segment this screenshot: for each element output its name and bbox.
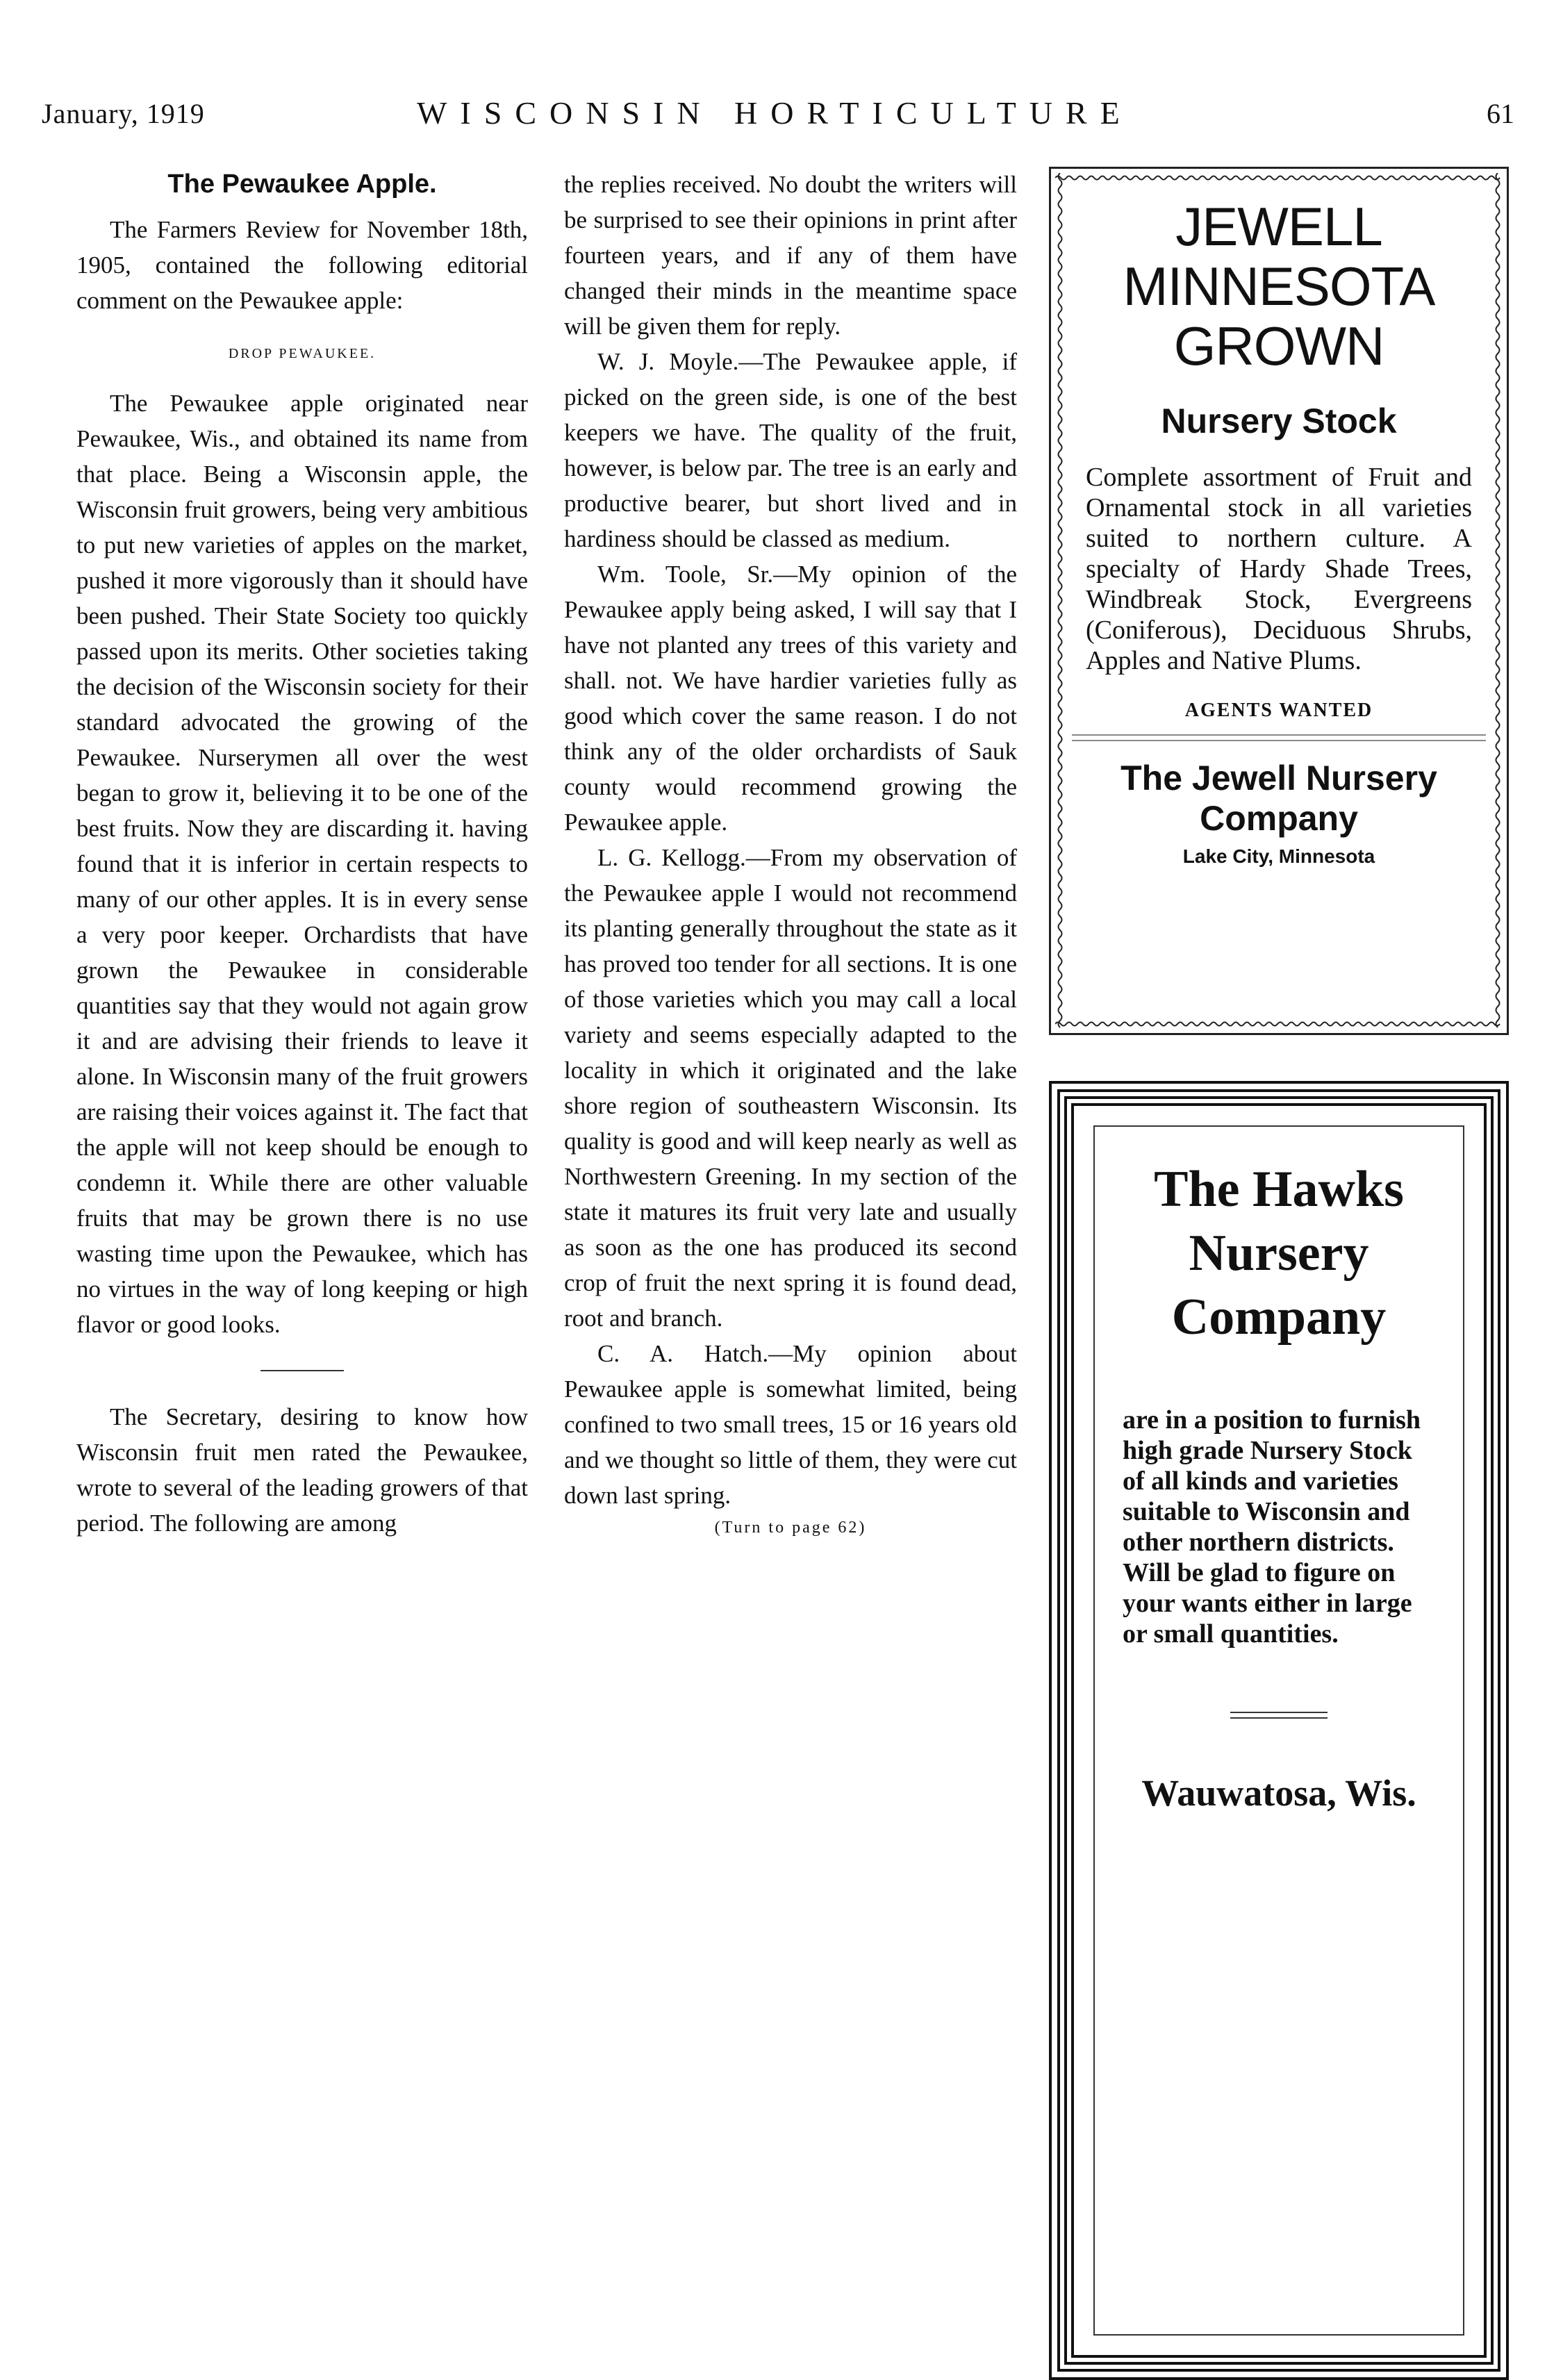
- ad-headline-line: The Hawks: [1154, 1161, 1404, 1218]
- article-intro: The Farmers Review for November 18th, 1905, contained the following editorial comment on the Pewaukee apple:: [76, 216, 528, 314]
- page-header: [42, 97, 1514, 139]
- page-number: 61: [1487, 98, 1514, 129]
- article-title: The Pewaukee Apple.: [167, 170, 437, 199]
- editorial-text: The Pewaukee apple originated near Pewaukee, Wis., and obtained its name from that place. Being a Wisconsin apple, the Wisconsin fruit growers, being very ambitious to put new varieties of apples on the market, pushed it more vigorously than it should have been pushed. Their State Society too quickly passed upon its merits. Other societies taking the decision of the Wisconsin society for their standard advocated the growing of the Pewaukee. Nurserymen all over the west began to grow it, believing it to be one of the best fruits. Now they are discarding it. having found that it is inferior in certain respects to many of our other apples. It is in every sense a very poor keeper. Orchardists that have grown the Pewaukee in considerable quantities say that they would not again grow it and are advising their friends to leave it alone. In Wisconsin many of the fruit growers are raising their voices against it. The fact that the apple will not keep should be enough to condemn it. While there are other valuable fruits that may be grown there is no use wasting time upon the Pewaukee, which has no virtues in the way of long keeping or high flavor or good looks.: [76, 390, 528, 1338]
- ad-headline-line: Company: [1171, 1289, 1387, 1346]
- ad-headline: MINNESOTA: [1123, 256, 1435, 317]
- ad-body: Complete assortment of Fruit and Ornamental stock in all varieties suited to northern culture. A specialty of Hardy Shade Trees, Windbreak Stock, Evergreens (Coniferous), Deciduous Shrubs, Apples and Native Plums.: [1086, 463, 1472, 675]
- ad-divider: [1230, 1712, 1328, 1719]
- ad-divider: [1072, 734, 1486, 741]
- publication-title: WISCONSIN HORTICULTURE: [417, 95, 1133, 131]
- replies-lead: the replies received. No doubt the writers will be surprised to see their opinions in print after fourteen years, and if any of them have changed their minds in the meantime space will be given them for reply.: [564, 171, 1017, 340]
- jewell-nursery-ad: [1049, 167, 1509, 1035]
- ad-border-ornament: [1055, 173, 1065, 1029]
- ad-headline-line: Nursery: [1189, 1225, 1369, 1282]
- ad-subtitle: Nursery Stock: [1161, 402, 1397, 440]
- ad-company-name: Company: [1200, 799, 1358, 838]
- ad-headline: JEWELL: [1175, 196, 1382, 257]
- ad-company-name: The Jewell Nursery: [1120, 759, 1437, 798]
- ad-body-text: are in a position to furnish high grade Nursery Stock of all kinds and varieties suitable to Wisconsin and other northern districts.: [1123, 1405, 1421, 1557]
- reply-kellogg: L. G. Kellogg.—From my observation of the Pewaukee apple I would not recommend its planting generally throughout the state as it has proved too tender for all sections. It is one of those varieties which you may call a local variety and seems especially adapted to the locality in which it originated and the lake shore region of southeastern Wisconsin. Its quality is good and will keep nearly as well as Northwestern Greening. In my section of the state it matures its fruit very late and usually as soon as the one has produced its second crop of fruit the next spring it is found dead, root and branch.: [564, 844, 1017, 1332]
- ad-location: Lake City, Minnesota: [1182, 845, 1375, 867]
- ad-body: [1123, 1405, 1435, 1649]
- hawks-nursery-ad: [1049, 1081, 1509, 2380]
- reply-moyle: W. J. Moyle.—The Pewaukee apple, if picked on the green side, is one of the best keepers we have. The quality of the fruit, however, is below par. The tree is an early and productive bearer, but short lived and in hardiness should be classed as medium.: [564, 348, 1017, 552]
- ad-headline: [1095, 1157, 1463, 1349]
- editorial-subhead: DROP PEWAUKEE.: [228, 346, 377, 361]
- ad-inner-panel: [1093, 1125, 1464, 2336]
- ad-border-ornament: [1055, 1019, 1503, 1029]
- issue-date: January, 1919: [42, 98, 205, 129]
- column-left: [76, 167, 528, 1541]
- reply-hatch: C. A. Hatch.—My opinion about Pewaukee apple is somewhat limited, being confined to two small trees, 15 or 16 years old and we thought so little of them, they were cut down last spring.: [564, 1340, 1017, 1509]
- ad-headline: GROWN: [1173, 315, 1384, 377]
- section-divider: [260, 1370, 344, 1371]
- secretary-paragraph: The Secretary, desiring to know how Wisconsin fruit men rated the Pewaukee, wrote to several of the leading growers of that period. The following are among: [76, 1403, 528, 1537]
- ad-agents-wanted: AGENTS WANTED: [1184, 700, 1373, 721]
- ad-border-ornament: [1493, 173, 1503, 1029]
- ad-location: Wauwatosa, Wis.: [1141, 1772, 1416, 1814]
- continuation-note: (Turn to page 62): [714, 1519, 867, 1537]
- reply-toole: Wm. Toole, Sr.—My opinion of the Pewaukee apply being asked, I will say that I have not planted any trees of this variety and shall. not. We have hardier varieties fully as good which cover the same reason. I do not think any of the older orchardists of Sauk county would recommend growing the Pewaukee apple.: [564, 561, 1017, 836]
- column-middle: [564, 167, 1017, 1538]
- ad-body-text: Will be glad to figure on your wants either in large or small quantities.: [1123, 1558, 1412, 1648]
- ad-border-ornament: [1055, 173, 1503, 183]
